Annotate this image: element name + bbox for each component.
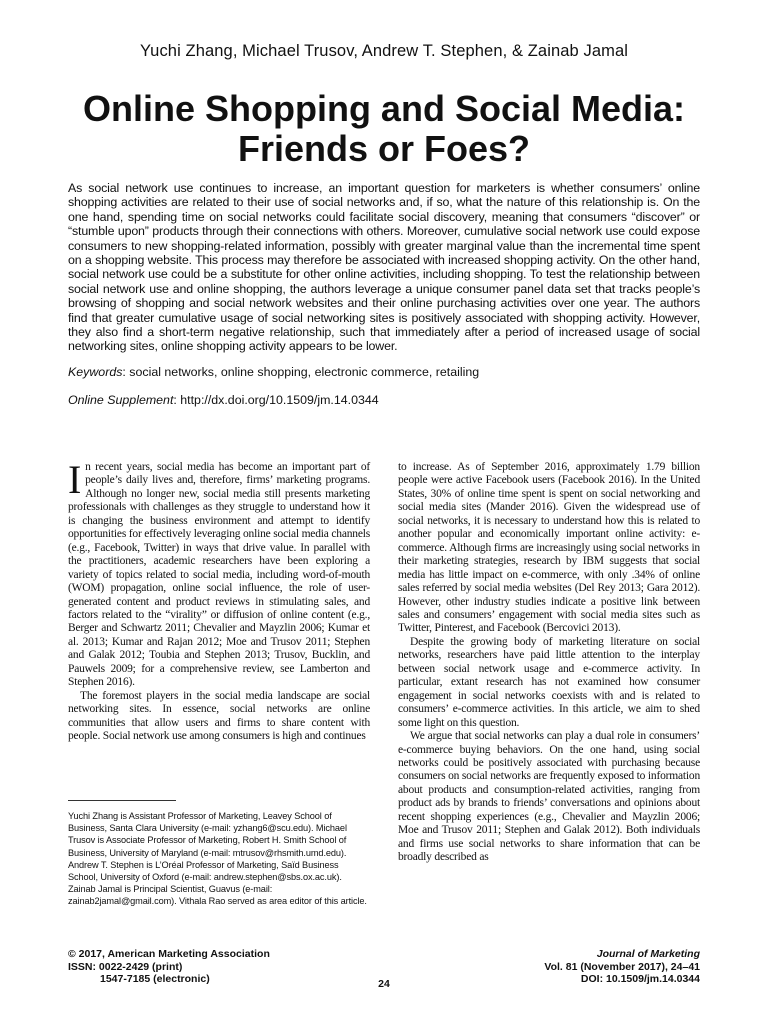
issn-electronic: 1547-7185 (electronic) (100, 973, 210, 985)
footer-left (68, 948, 328, 986)
body-paragraph: The foremost players in the social media landscape are social networking sites. In essence, social networks are online communities that allow users and firms to share content with people. Social network use among consumers is high and continues (68, 689, 370, 743)
title-line-2: Friends or Foes? (237, 128, 531, 169)
author-footnote: Yuchi Zhang is Assistant Professor of Marketing, Leavey School of Business, Santa Clara University (e-mail: yzhang6@scu.edu). Michael Trusov is Associate Professor of Marketing, Robert H. Smith School of Business, University of Maryland (e-mail: mtrusov@rhsmith.umd.edu). Andrew T. Stephen is L’Oréal Professor of Marketing, Saïd Business School, University of Oxford (e-mail: andrew.stephen@sbs.ox.ac.uk). Zainab Jamal is Principal Scientist, Guavus (e-mail: zainab2jamal@gmail.com). Vithala Rao served as area editor of this article. (68, 811, 367, 907)
body-column-right (398, 461, 700, 865)
body-column-left (68, 457, 370, 744)
issn-print: ISSN: 0022-2429 (print) (68, 960, 183, 973)
body-paragraph: We argue that social networks can play a dual role in consumers’ e-commerce buying behaviors. On the one hand, using social networks could be positively associated with purchasing because consumers on social networks are frequently exposed to information about products and consumption-related activities, ranging from product ads by brands to friends’ conversations and opinions about recent shopping experiences (e.g., Chevalier and Mayzlin 2006; Moe and Trusov 2011; Stephen and Galak 2012). Both individuals and firms use social networks to share information that can be broadly described as (398, 730, 700, 864)
drop-cap: I (68, 457, 82, 502)
article-title (40, 89, 728, 169)
footer-right (450, 948, 700, 986)
supplement-label: Online Supplement (68, 393, 174, 407)
doi: DOI: 10.1509/jm.14.0344 (580, 973, 700, 985)
keywords (68, 365, 700, 379)
journal-name: Journal of Marketing (596, 948, 700, 960)
author-list: Yuchi Zhang, Michael Trusov, Andrew T. Stephen, & Zainab Jamal (139, 42, 629, 60)
keywords-text: : social networks, online shopping, electronic commerce, retailing (122, 365, 480, 379)
page-number: 24 (378, 978, 390, 990)
title-line-1: Online Shopping and Social Media: (82, 88, 686, 129)
abstract: As social network use continues to increase, an important question for marketers is whether consumers’ online shopping activities are related to their use of social networks and, if so, what the nature of this relationship is. On the one hand, spending time on social networks could facilitate social discovery, meaning that consumers “discover” or “stumble upon” products through their connections with others. Moreover, cumulative social network use could expose consumers to new shopping-related information, possibly with greater marginal value than the incremental time spent on a shopping website. This process may therefore be associated with increased shopping activity. On the other hand, social network use could be a substitute for other online activities, including shopping. To test the relationship between social network use and online shopping, the authors leverage a unique consumer panel data set that tracks people’s browsing of shopping and social network websites and their online purchasing activities over one year. The authors find that greater cumulative usage of social networking sites is positively associated with shopping activity. However, they also find a short-term negative relationship, such that immediately after a period of increased usage of social networking sites, online shopping activity appears to be lower. (68, 181, 700, 354)
copyright: © 2017, American Marketing Association (68, 948, 270, 960)
intro-paragraph (68, 457, 370, 690)
body-paragraph: Despite the growing body of marketing literature on social networks, researchers have paid little attention to the interplay between social network usage and e-commerce activity. In particular, extant research has not examined how consumer engagement in social networks coexists with and is related to consumers’ e-commerce activities. In this article, we aim to shed some light on this question. (398, 635, 700, 729)
volume-info: Vol. 81 (November 2017), 24–41 (544, 960, 700, 973)
body-paragraph: to increase. As of September 2016, approximately 1.79 billion people were active Facebook users (Facebook 2016). In the United States, 30% of online time spent is spent on social networking and social media sites (Mander 2016). Given the widespread use of social networks, it is necessary to understand how this is related to another popular and economically important online activity: e-commerce. Although firms are increasingly using social networks in their marketing strategies, research by IBM suggests that social media has little impact on e-commerce, with only .34% of online sales referred by social media websites (Del Rey 2013; Gara 2012). However, other industry studies indicate a positive link between sales and consumers’ engagement with social media sites such as Twitter, Pinterest, and Facebook (Bercovici 2013). (398, 461, 700, 635)
footnote-divider (68, 800, 176, 801)
keywords-label: Keywords (68, 365, 123, 379)
supplement-link[interactable]: : http://dx.doi.org/10.1509/jm.14.0344 (173, 393, 379, 407)
online-supplement (68, 393, 700, 407)
intro-text: n recent years, social media has become an important part of people’s daily lives and, therefore, firms’ marketing programs. Although no longer new, social media still presents marketing professionals with challenges as they struggle to understand how it is changing the business environment and attempt to identify opportunities for effectively leveraging online social media channels (e.g., Facebook, Twitter) in ways that drive value. In parallel with the practitioners, academic researchers have been exploring a variety of topics related to social media, including word-of-mouth (WOM) propagation, online social influence, the role of user-generated content and product reviews in stimulating sales, and factors related to the “virality” or diffusion of online content (e.g., Berger and Schwartz 2011; Chevalier and Mayzlin 2006; Kumar et al. 2013; Kumar and Rajan 2012; Moe and Trusov 2011; Stephen and Galak 2012; Toubia and Stephen 2013; Trusov, Bucklin, and Pauwels 2009; for a comprehensive review, see Lamberton and Stephen 2016). (68, 461, 370, 689)
